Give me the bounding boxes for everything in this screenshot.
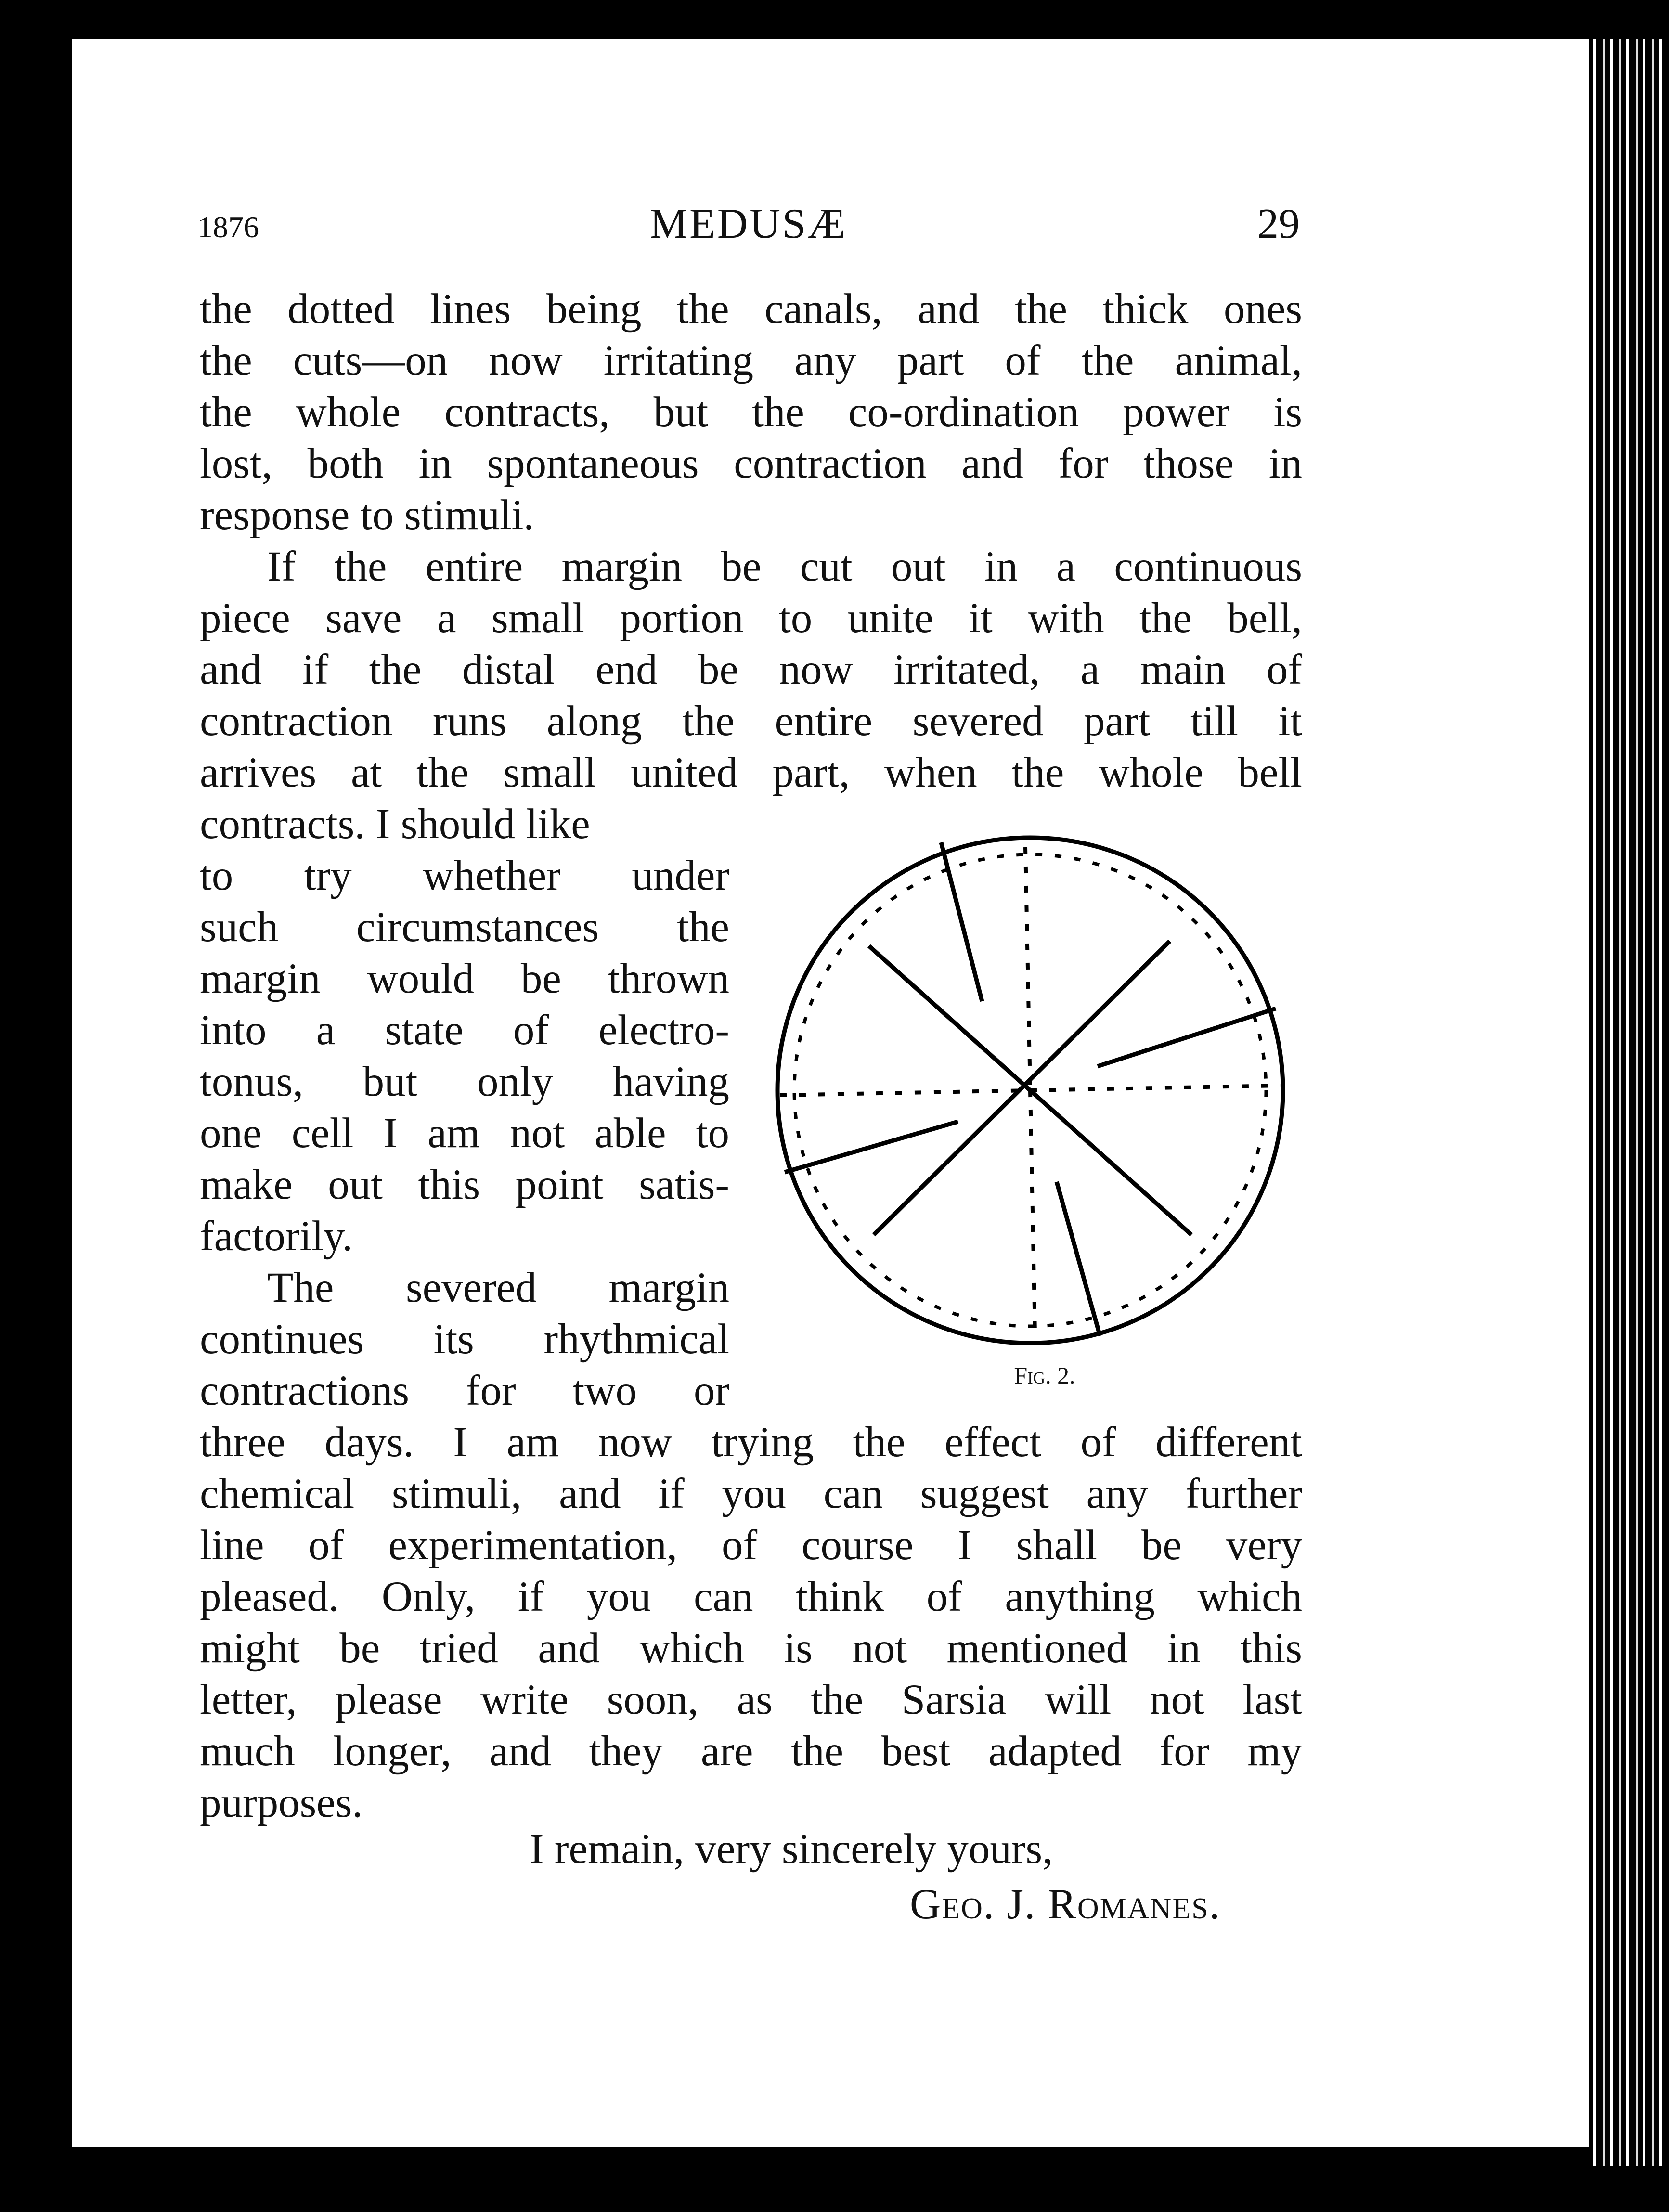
page-edge-shadow (1589, 39, 1669, 2166)
text-line: the whole contracts, but the co-ordination power is (200, 388, 1302, 436)
text-line: to try whether under (200, 852, 729, 899)
text-line: contraction runs along the entire severed part till it (200, 698, 1302, 745)
header-title: MEDUSÆ (649, 201, 848, 247)
letter-signature: Geo. J. Romanes. (910, 1881, 1221, 1928)
figure-2 (765, 823, 1295, 1391)
figure-caption: Fig. 2. (1014, 1362, 1075, 1389)
text-line: the cuts—on now irritating any part of the animal, (200, 337, 1302, 384)
text-line: purposes. (200, 1779, 363, 1826)
text-line: and if the distal end be now irritated, a main of (200, 646, 1302, 693)
thick-cut-margin-bottom (1057, 1182, 1100, 1336)
text-line: the dotted lines being the canals, and the thick ones (200, 285, 1302, 333)
text-line: response to stimuli. (200, 492, 534, 539)
text-line: continues its rhythmical (200, 1316, 729, 1363)
dotted-canal-right (1030, 1086, 1281, 1090)
dotted-canal-left (780, 1090, 1030, 1095)
medusa-cut-diagram (765, 823, 1295, 1358)
text-line: such circumstances the (200, 904, 729, 951)
text-line: make out this point satis- (200, 1161, 729, 1208)
text-line: tonus, but only having (200, 1058, 729, 1105)
text-line: margin would be thrown (200, 955, 729, 1002)
text-line: might be tried and which is not mentioned in this (200, 1625, 1302, 1672)
text-line: letter, please write soon, as the Sarsia will not last (200, 1676, 1302, 1723)
thick-cut-diagonal-b (874, 941, 1170, 1235)
thick-cut-margin-left (785, 1122, 958, 1172)
page-number: 29 (1257, 201, 1300, 247)
text-line: lost, both in spontaneous contraction and for those in (200, 440, 1302, 487)
dotted-canal-down (1030, 1090, 1035, 1333)
text-line: pleased. Only, if you can think of anything which (200, 1573, 1302, 1620)
dotted-canal-up (1025, 847, 1030, 1090)
text-line: arrives at the small united part, when the whole bell (200, 749, 1302, 796)
header-year: 1876 (197, 210, 259, 244)
text-line: The severed margin (267, 1264, 729, 1311)
text-line: piece save a small portion to unite it with the bell, (200, 595, 1302, 642)
text-line: If the entire margin be cut out in a continuous (267, 543, 1302, 590)
text-line: much longer, and they are the best adapted for my (200, 1728, 1302, 1775)
text-line: factorily. (200, 1213, 353, 1260)
text-line: contracts. I should like (200, 801, 590, 848)
thick-cut-margin-right (1098, 1009, 1276, 1066)
text-line: chemical stimuli, and if you can suggest any further (200, 1470, 1302, 1517)
text-line: contractions for two or (200, 1367, 729, 1414)
text-line: into a state of electro- (200, 1007, 729, 1054)
running-header (197, 200, 1300, 258)
text-line: one cell I am not able to (200, 1110, 729, 1157)
text-line: three days. I am now trying the effect of different (200, 1419, 1302, 1466)
letter-closing: I remain, very sincerely yours, (530, 1825, 1053, 1873)
text-line: line of experimentation, of course I shall be very (200, 1522, 1302, 1569)
